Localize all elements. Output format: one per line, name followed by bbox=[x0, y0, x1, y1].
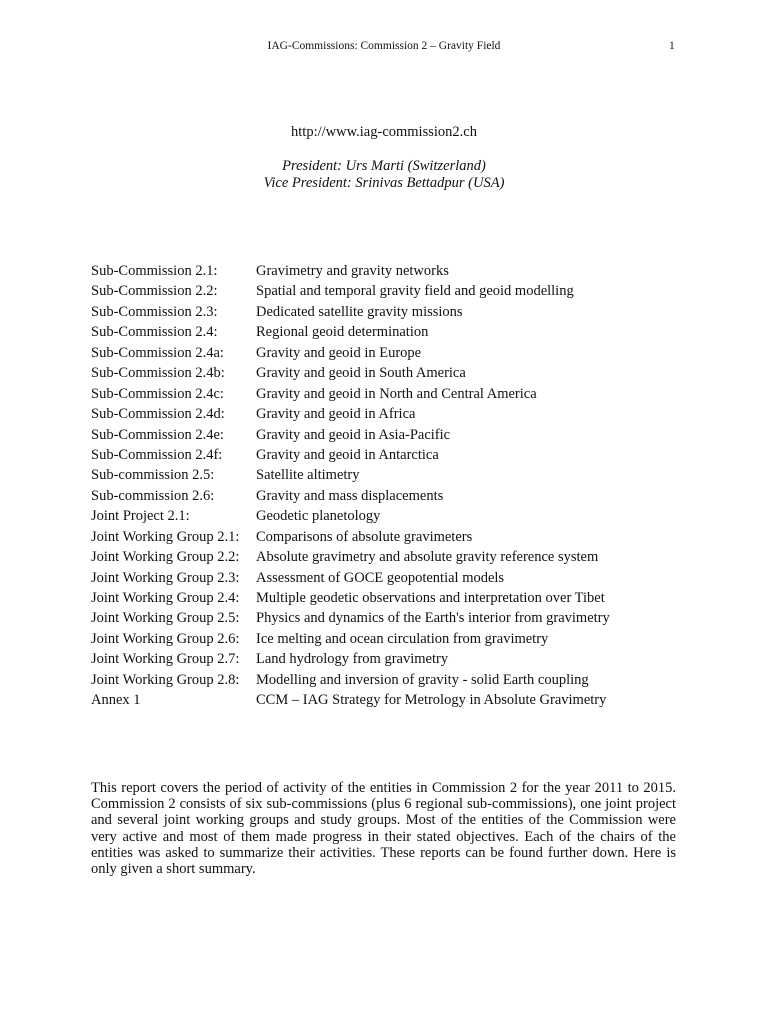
entity-code: Joint Working Group 2.5: bbox=[91, 610, 240, 627]
entity-name: CCM – IAG Strategy for Metrology in Absolute Gravimetry bbox=[256, 692, 607, 709]
entity-name: Geodetic planetology bbox=[256, 508, 381, 525]
entity-row bbox=[91, 465, 691, 485]
entity-name: Regional geoid determination bbox=[256, 324, 429, 341]
entity-code: Joint Working Group 2.1: bbox=[91, 528, 240, 545]
entity-code: Sub-Commission 2.4a: bbox=[91, 344, 224, 361]
entity-row bbox=[91, 629, 691, 649]
entity-code: Joint Working Group 2.2: bbox=[91, 549, 240, 566]
entity-name: Ice melting and ocean circulation from gravimetry bbox=[256, 630, 549, 647]
entity-row bbox=[91, 649, 691, 669]
entity-list bbox=[91, 261, 691, 711]
entity-code: Sub-commission 2.6: bbox=[91, 487, 215, 504]
entity-row bbox=[91, 425, 691, 445]
entity-row bbox=[91, 527, 691, 547]
entity-code: Annex 1 bbox=[91, 692, 141, 709]
entity-name: Spatial and temporal gravity field and geoid modelling bbox=[256, 283, 574, 300]
entity-name: Land hydrology from gravimetry bbox=[256, 651, 449, 668]
entity-code: Sub-Commission 2.4: bbox=[91, 324, 218, 341]
entity-code: Sub-Commission 2.1: bbox=[91, 263, 218, 279]
entity-row bbox=[91, 302, 691, 322]
entity-row bbox=[91, 690, 691, 710]
entity-row bbox=[91, 608, 691, 628]
summary-paragraph: This report covers the period of activity of the entities in Commission 2 for the year 2011 to 2015. Commission 2 consists of six sub-commissions (plus 6 regional sub-commissions), one joint project and several joint working groups and study groups. Most of the entities of the Commission were very active and most of them made progress in their stated objectives. Each of the chairs of the entities was asked to summarize their activities. These reports can be found further down. Here is only given a short summary. bbox=[91, 780, 676, 878]
entity-name: Modelling and inversion of gravity - solid Earth coupling bbox=[256, 671, 589, 688]
entity-name: Gravity and geoid in South America bbox=[256, 365, 466, 382]
entity-name: Assessment of GOCE geopotential models bbox=[256, 569, 505, 586]
entity-name: Comparisons of absolute gravimeters bbox=[256, 528, 473, 545]
entity-code: Joint Project 2.1: bbox=[91, 508, 190, 525]
page-header bbox=[0, 40, 768, 56]
entity-code: Joint Working Group 2.3: bbox=[91, 569, 240, 586]
entity-code: Sub-commission 2.5: bbox=[91, 467, 215, 484]
entity-name: Satellite altimetry bbox=[256, 467, 360, 484]
commission-url[interactable]: http://www.iag-commission2.ch bbox=[291, 124, 477, 140]
entity-row bbox=[91, 670, 691, 690]
entity-row bbox=[91, 322, 691, 342]
vice-president-line: Vice President: Srinivas Bettadpur (USA) bbox=[263, 175, 505, 191]
entity-row bbox=[91, 547, 691, 567]
entity-row bbox=[91, 363, 691, 383]
entity-name: Gravity and mass displacements bbox=[256, 487, 444, 504]
entity-name: Gravity and geoid in North and Central America bbox=[256, 385, 537, 402]
president-line: President: Urs Marti (Switzerland) bbox=[282, 158, 486, 174]
entity-row bbox=[91, 261, 691, 281]
entity-row bbox=[91, 384, 691, 404]
entity-name: Gravity and geoid in Antarctica bbox=[256, 446, 439, 463]
entity-code: Sub-Commission 2.2: bbox=[91, 283, 218, 300]
entity-name: Gravity and geoid in Asia-Pacific bbox=[256, 426, 451, 443]
entity-code: Joint Working Group 2.7: bbox=[91, 651, 240, 668]
entity-name: Physics and dynamics of the Earth's interior from gravimetry bbox=[256, 610, 610, 627]
entity-row bbox=[91, 281, 691, 301]
entity-row bbox=[91, 343, 691, 363]
header-title: IAG-Commissions: Commission 2 – Gravity Field bbox=[267, 40, 501, 52]
page-number: 1 bbox=[669, 40, 675, 52]
entity-row bbox=[91, 404, 691, 424]
entity-row bbox=[91, 486, 691, 506]
entity-name: Gravimetry and gravity networks bbox=[256, 263, 449, 279]
entity-code: Sub-Commission 2.3: bbox=[91, 303, 218, 320]
entity-name: Absolute gravimetry and absolute gravity reference system bbox=[256, 549, 599, 566]
entity-name: Dedicated satellite gravity missions bbox=[256, 303, 463, 320]
entity-name: Gravity and geoid in Africa bbox=[256, 406, 416, 423]
entity-code: Sub-Commission 2.4c: bbox=[91, 385, 224, 402]
entity-code: Sub-Commission 2.4f: bbox=[91, 446, 223, 463]
entity-code: Sub-Commission 2.4e: bbox=[91, 426, 224, 443]
entity-code: Joint Working Group 2.8: bbox=[91, 671, 240, 688]
entity-row bbox=[91, 445, 691, 465]
entity-code: Sub-Commission 2.4d: bbox=[91, 406, 225, 423]
entity-code: Joint Working Group 2.6: bbox=[91, 630, 240, 647]
entity-row bbox=[91, 568, 691, 588]
officers-block bbox=[0, 158, 768, 192]
entity-name: Multiple geodetic observations and interpretation over Tibet bbox=[256, 590, 605, 606]
entity-row bbox=[91, 506, 691, 526]
entity-code: Joint Working Group 2.4: bbox=[91, 590, 240, 606]
entity-row bbox=[91, 588, 691, 608]
entity-code: Sub-Commission 2.4b: bbox=[91, 365, 225, 382]
entity-name: Gravity and geoid in Europe bbox=[256, 344, 422, 361]
